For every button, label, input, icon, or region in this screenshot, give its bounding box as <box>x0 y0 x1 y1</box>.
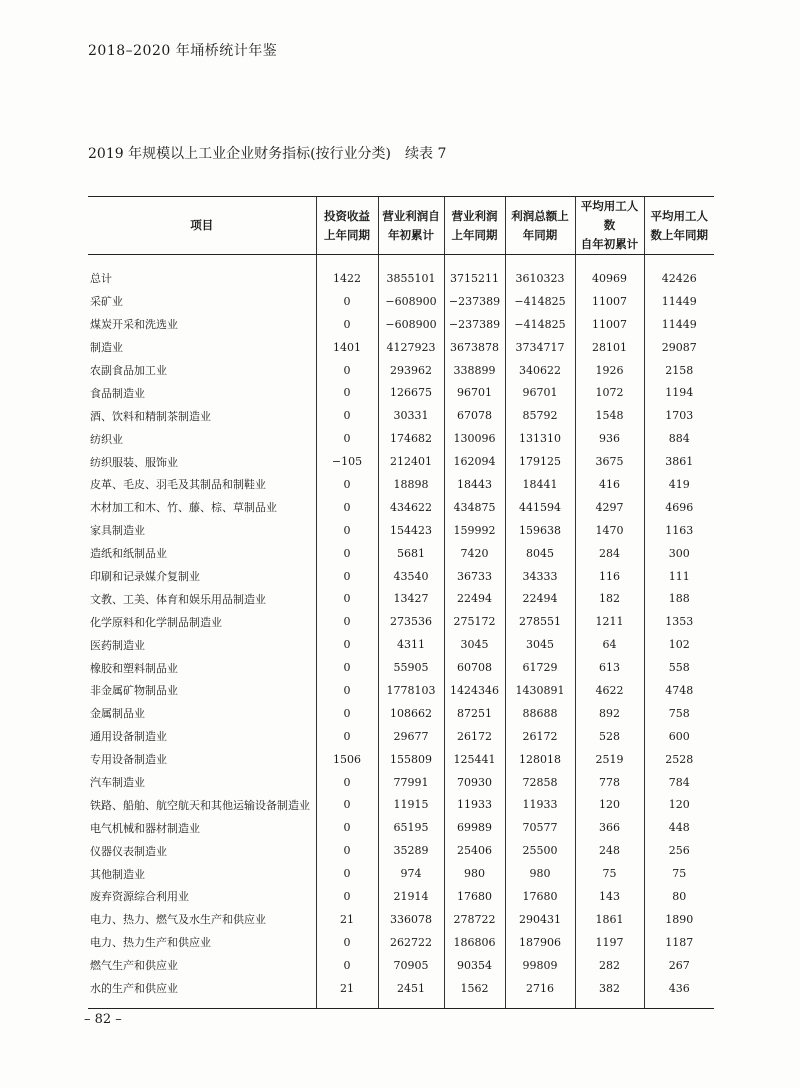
table-row <box>88 336 714 359</box>
table-row <box>88 610 714 633</box>
row-label: 其他制造业 <box>90 867 145 881</box>
table-cell: 275172 <box>444 610 505 633</box>
table-cell: 88688 <box>505 702 575 725</box>
row-label: 铁路、船舶、航空航天和其他运输设备制造业 <box>90 798 310 812</box>
table-cell: 1211 <box>575 610 644 633</box>
header-line-1: 投资收益 <box>324 208 370 223</box>
table-cell: 278551 <box>505 610 575 633</box>
table-row <box>88 862 714 885</box>
table-cell: 143 <box>575 885 644 908</box>
row-label: 燃气生产和供应业 <box>90 959 178 973</box>
table-row <box>88 313 714 336</box>
table-cell: −414825 <box>505 290 575 313</box>
table-cell: 11007 <box>575 313 644 336</box>
table-cell: 34333 <box>505 565 575 588</box>
table-cell: 273536 <box>378 610 444 633</box>
row-label: 废弃资源综合利用业 <box>90 890 189 904</box>
table-cell: 36733 <box>444 565 505 588</box>
table-cell: 0 <box>316 473 378 496</box>
table-cell: 884 <box>644 427 714 450</box>
table-cell: −237389 <box>444 290 505 313</box>
table-row <box>88 816 714 839</box>
header-line-1: 平均用工人 <box>650 208 708 223</box>
table-cell: 0 <box>316 496 378 519</box>
table-cell: 212401 <box>378 450 444 473</box>
table-cell: 1197 <box>575 931 644 954</box>
table-cell: 25500 <box>505 839 575 862</box>
table-cell: 290431 <box>505 908 575 931</box>
row-label: 皮革、毛皮、羽毛及其制品和制鞋业 <box>90 478 266 492</box>
header-operating-profit-prev <box>444 197 505 255</box>
table-cell: 382 <box>575 977 644 1008</box>
table-cell: 4622 <box>575 679 644 702</box>
table-continued-label: 续表 7 <box>405 146 447 162</box>
table-cell: 67078 <box>444 404 505 427</box>
row-label: 印刷和记录媒介复制业 <box>90 570 200 584</box>
table-cell: 21 <box>316 908 378 931</box>
table-cell: 70905 <box>378 954 444 977</box>
table-cell: −608900 <box>378 313 444 336</box>
table-cell: 154423 <box>378 519 444 542</box>
table-row <box>88 771 714 794</box>
statistics-table <box>88 196 714 1009</box>
row-label: 非金属矿物制品业 <box>90 684 178 698</box>
header-total-profit-prev <box>505 197 575 255</box>
table-cell: 61729 <box>505 656 575 679</box>
table-cell: 96701 <box>505 381 575 404</box>
table-cell: 282 <box>575 954 644 977</box>
row-label: 仪器仪表制造业 <box>90 844 167 858</box>
row-label: 专用设备制造业 <box>90 753 167 767</box>
table-cell: −608900 <box>378 290 444 313</box>
row-label: 橡胶和塑料制品业 <box>90 661 178 675</box>
table-cell: −414825 <box>505 313 575 336</box>
table-cell: 4127923 <box>378 336 444 359</box>
row-label: 化学原料和化学制品制造业 <box>90 615 222 629</box>
table-cell: 80 <box>644 885 714 908</box>
row-label: 造纸和纸制品业 <box>90 547 167 561</box>
table-cell: 0 <box>316 359 378 382</box>
table-cell: 256 <box>644 839 714 862</box>
table-cell: 0 <box>316 816 378 839</box>
table-row <box>88 381 714 404</box>
table-cell: 0 <box>316 542 378 565</box>
table-cell: 102 <box>644 633 714 656</box>
table-cell: 4311 <box>378 633 444 656</box>
table-cell: 778 <box>575 771 644 794</box>
table-cell: 116 <box>575 565 644 588</box>
table-cell: 186806 <box>444 931 505 954</box>
table-cell: 366 <box>575 816 644 839</box>
table-cell: 69989 <box>444 816 505 839</box>
table-cell: 0 <box>316 931 378 954</box>
row-label: 煤炭开采和洗选业 <box>90 318 178 332</box>
table-cell: 26172 <box>505 725 575 748</box>
table-cell: 1703 <box>644 404 714 427</box>
table-cell: 4297 <box>575 496 644 519</box>
table-cell: 267 <box>644 954 714 977</box>
table-cell: 99809 <box>505 954 575 977</box>
table-cell: 2158 <box>644 359 714 382</box>
header-item-label: 项目 <box>190 218 214 232</box>
table-row <box>88 633 714 656</box>
table-cell: 340622 <box>505 359 575 382</box>
row-label: 总计 <box>90 272 112 286</box>
table-cell: 3610323 <box>505 255 575 290</box>
table-cell: 3675 <box>575 450 644 473</box>
running-head: 2018–2020 年埇桥统计年鉴 <box>88 43 278 59</box>
table-cell: 1926 <box>575 359 644 382</box>
table-cell: 130096 <box>444 427 505 450</box>
table-cell: 0 <box>316 793 378 816</box>
table-cell: 441594 <box>505 496 575 519</box>
table-cell: 2451 <box>378 977 444 1008</box>
table-cell: 278722 <box>444 908 505 931</box>
table-cell: 0 <box>316 656 378 679</box>
table-cell: 21 <box>316 977 378 1008</box>
table-cell: 758 <box>644 702 714 725</box>
table-cell: 18898 <box>378 473 444 496</box>
table-cell: 179125 <box>505 450 575 473</box>
table-row <box>88 427 714 450</box>
table-cell: 29677 <box>378 725 444 748</box>
table-row <box>88 931 714 954</box>
table-cell: 1861 <box>575 908 644 931</box>
table-cell: 436 <box>644 977 714 1008</box>
table-cell: 434875 <box>444 496 505 519</box>
table-cell: 338899 <box>444 359 505 382</box>
table-row <box>88 839 714 862</box>
table-cell: 1778103 <box>378 679 444 702</box>
table-cell: 75 <box>644 862 714 885</box>
table-cell: 0 <box>316 771 378 794</box>
table-cell: 90354 <box>444 954 505 977</box>
table-row <box>88 473 714 496</box>
table-row <box>88 908 714 931</box>
table-cell: 1548 <box>575 404 644 427</box>
table-title <box>88 143 446 163</box>
table-cell: 70930 <box>444 771 505 794</box>
table-cell: 26172 <box>444 725 505 748</box>
table-cell: 42426 <box>644 255 714 290</box>
table-cell: −237389 <box>444 313 505 336</box>
table-cell: 7420 <box>444 542 505 565</box>
table-cell: 0 <box>316 519 378 542</box>
table-cell: 75 <box>575 862 644 885</box>
row-label: 通用设备制造业 <box>90 730 167 744</box>
table-cell: 613 <box>575 656 644 679</box>
table-cell: 108662 <box>378 702 444 725</box>
table-cell: 11933 <box>505 793 575 816</box>
table-cell: 65195 <box>378 816 444 839</box>
row-label: 电力、热力、燃气及水生产和供应业 <box>90 913 266 927</box>
table-cell: 128018 <box>505 748 575 771</box>
table-row <box>88 255 714 290</box>
row-label: 家具制造业 <box>90 524 145 538</box>
table-cell: 980 <box>444 862 505 885</box>
table-cell: 419 <box>644 473 714 496</box>
row-label: 纺织服装、服饰业 <box>90 455 178 469</box>
table-cell: 0 <box>316 290 378 313</box>
table-cell: 936 <box>575 427 644 450</box>
table-row <box>88 793 714 816</box>
table-cell: 64 <box>575 633 644 656</box>
table-cell: 1194 <box>644 381 714 404</box>
table-cell: 85792 <box>505 404 575 427</box>
row-label: 医药制造业 <box>90 638 145 652</box>
table-cell: 3855101 <box>378 255 444 290</box>
table-cell: 336078 <box>378 908 444 931</box>
table-cell: 11007 <box>575 290 644 313</box>
table-cell: 4696 <box>644 496 714 519</box>
header-line-2: 年同期 <box>522 227 558 242</box>
table-cell: 0 <box>316 862 378 885</box>
row-label: 文教、工美、体育和娱乐用品制造业 <box>90 592 266 606</box>
table-cell: 188 <box>644 587 714 610</box>
table-cell: 1072 <box>575 381 644 404</box>
table-cell: 1187 <box>644 931 714 954</box>
table-cell: 416 <box>575 473 644 496</box>
table-cell: 174682 <box>378 427 444 450</box>
row-label: 金属制品业 <box>90 707 145 721</box>
table-cell: 120 <box>575 793 644 816</box>
table-cell: 0 <box>316 702 378 725</box>
table-cell: 1430891 <box>505 679 575 702</box>
table-cell: 0 <box>316 427 378 450</box>
table-cell: 0 <box>316 679 378 702</box>
table-title-text: 2019 年规模以上工业企业财务指标(按行业分类) <box>88 146 392 162</box>
table-row <box>88 450 714 473</box>
table-cell: 284 <box>575 542 644 565</box>
table-cell: −105 <box>316 450 378 473</box>
row-label: 采矿业 <box>90 295 123 309</box>
table-cell: 22494 <box>505 587 575 610</box>
table-cell: 60708 <box>444 656 505 679</box>
table-cell: 126675 <box>378 381 444 404</box>
table-cell: 162094 <box>444 450 505 473</box>
table-cell: 0 <box>316 381 378 404</box>
table-cell: 125441 <box>444 748 505 771</box>
table-cell: 600 <box>644 725 714 748</box>
table-cell: 18443 <box>444 473 505 496</box>
table-cell: 3715211 <box>444 255 505 290</box>
table-cell: 29087 <box>644 336 714 359</box>
table-cell: 1163 <box>644 519 714 542</box>
row-label: 酒、饮料和精制茶制造业 <box>90 409 211 423</box>
table-cell: 4748 <box>644 679 714 702</box>
table-cell: 528 <box>575 725 644 748</box>
table-body <box>88 255 714 1009</box>
row-label: 农副食品加工业 <box>90 364 167 377</box>
table-cell: 77991 <box>378 771 444 794</box>
header-investment-income-prev <box>316 197 378 255</box>
table-cell: 72858 <box>505 771 575 794</box>
table-cell: 0 <box>316 633 378 656</box>
table-cell: 11449 <box>644 313 714 336</box>
header-avg-employees-ytd <box>575 197 644 255</box>
table-cell: 17680 <box>505 885 575 908</box>
table-cell: 1890 <box>644 908 714 931</box>
header-line-1: 平均用工人数 <box>580 199 639 232</box>
table-cell: 87251 <box>444 702 505 725</box>
table-row <box>88 565 714 588</box>
table-cell: 0 <box>316 565 378 588</box>
table-cell: 13427 <box>378 587 444 610</box>
header-line-2: 自年初累计 <box>580 237 639 251</box>
table-cell: 111 <box>644 565 714 588</box>
table-cell: 2528 <box>644 748 714 771</box>
table-cell: 28101 <box>575 336 644 359</box>
header-item <box>88 197 316 255</box>
table-cell: 35289 <box>378 839 444 862</box>
table-cell: 248 <box>575 839 644 862</box>
table-cell: 1470 <box>575 519 644 542</box>
table-row <box>88 679 714 702</box>
table-cell: 448 <box>644 816 714 839</box>
page-number: – 82 – <box>84 1012 122 1027</box>
table-cell: 0 <box>316 404 378 427</box>
table-cell: 0 <box>316 885 378 908</box>
table-cell: 293962 <box>378 359 444 382</box>
table-cell: 55905 <box>378 656 444 679</box>
table-cell: 155809 <box>378 748 444 771</box>
header-operating-profit-ytd <box>378 197 444 255</box>
table-row <box>88 290 714 313</box>
table-cell: 159638 <box>505 519 575 542</box>
table-cell: 0 <box>316 954 378 977</box>
header-line-1: 利润总额上 <box>511 208 569 223</box>
table-cell: 0 <box>316 587 378 610</box>
table-row <box>88 656 714 679</box>
table-row <box>88 404 714 427</box>
row-label: 食品制造业 <box>90 386 145 400</box>
header-line-2: 上年同期 <box>324 227 370 242</box>
table-cell: 0 <box>316 725 378 748</box>
table-cell: 120 <box>644 793 714 816</box>
table-cell: 3045 <box>505 633 575 656</box>
table-cell: 0 <box>316 313 378 336</box>
row-label: 制造业 <box>90 341 123 355</box>
table-row <box>88 954 714 977</box>
row-label: 纺织业 <box>90 432 123 446</box>
table-cell: 974 <box>378 862 444 885</box>
table-cell: 784 <box>644 771 714 794</box>
table-row <box>88 725 714 748</box>
table-cell: 1506 <box>316 748 378 771</box>
header-line-1: 营业利润 <box>451 208 498 223</box>
table-cell: 558 <box>644 656 714 679</box>
table-cell: 11915 <box>378 793 444 816</box>
table-cell: 17680 <box>444 885 505 908</box>
table-cell: 262722 <box>378 931 444 954</box>
table-cell: 1353 <box>644 610 714 633</box>
table-cell: 3673878 <box>444 336 505 359</box>
table-cell: 0 <box>316 839 378 862</box>
table-cell: 159992 <box>444 519 505 542</box>
header-line-1: 营业利润自 <box>382 208 440 223</box>
table-cell: 3734717 <box>505 336 575 359</box>
header-line-2: 年初累计 <box>388 227 434 242</box>
table-row <box>88 977 714 1008</box>
table-cell: 21914 <box>378 885 444 908</box>
table-cell: 182 <box>575 587 644 610</box>
table-cell: 1401 <box>316 336 378 359</box>
table-cell: 1422 <box>316 255 378 290</box>
row-label: 电力、热力生产和供应业 <box>90 936 211 950</box>
table-row <box>88 542 714 565</box>
table-cell: 22494 <box>444 587 505 610</box>
row-label: 电气机械和器材制造业 <box>90 821 200 835</box>
header-avg-employees-prev <box>644 197 714 255</box>
table-cell: 131310 <box>505 427 575 450</box>
row-label: 水的生产和供应业 <box>88 977 316 1008</box>
table-cell: 70577 <box>505 816 575 839</box>
table-cell: 892 <box>575 702 644 725</box>
table-cell: 1424346 <box>444 679 505 702</box>
table-cell: 1562 <box>444 977 505 1008</box>
table-cell: 3045 <box>444 633 505 656</box>
table-row <box>88 496 714 519</box>
row-label: 木材加工和木、竹、藤、棕、草制品业 <box>90 501 277 515</box>
table-cell: 5681 <box>378 542 444 565</box>
table-row <box>88 359 714 382</box>
table-cell: 2519 <box>575 748 644 771</box>
table-cell: 18441 <box>505 473 575 496</box>
table-cell: 2716 <box>505 977 575 1008</box>
table-cell: 980 <box>505 862 575 885</box>
table-cell: 187906 <box>505 931 575 954</box>
table-cell: 0 <box>316 610 378 633</box>
table-row <box>88 748 714 771</box>
table-cell: 3861 <box>644 450 714 473</box>
table-cell: 25406 <box>444 839 505 862</box>
table-cell: 43540 <box>378 565 444 588</box>
table-cell: 8045 <box>505 542 575 565</box>
row-label: 汽车制造业 <box>90 776 145 790</box>
table-cell: 96701 <box>444 381 505 404</box>
table-cell: 300 <box>644 542 714 565</box>
header-line-2: 上年同期 <box>451 227 498 242</box>
table-row <box>88 885 714 908</box>
table-row <box>88 702 714 725</box>
table-header-row <box>88 197 714 255</box>
header-line-2: 数上年同期 <box>650 227 708 242</box>
table-cell: 434622 <box>378 496 444 519</box>
table-cell: 11449 <box>644 290 714 313</box>
table-row <box>88 519 714 542</box>
table-cell: 30331 <box>378 404 444 427</box>
table-cell: 11933 <box>444 793 505 816</box>
table-row <box>88 587 714 610</box>
table-cell: 40969 <box>575 255 644 290</box>
